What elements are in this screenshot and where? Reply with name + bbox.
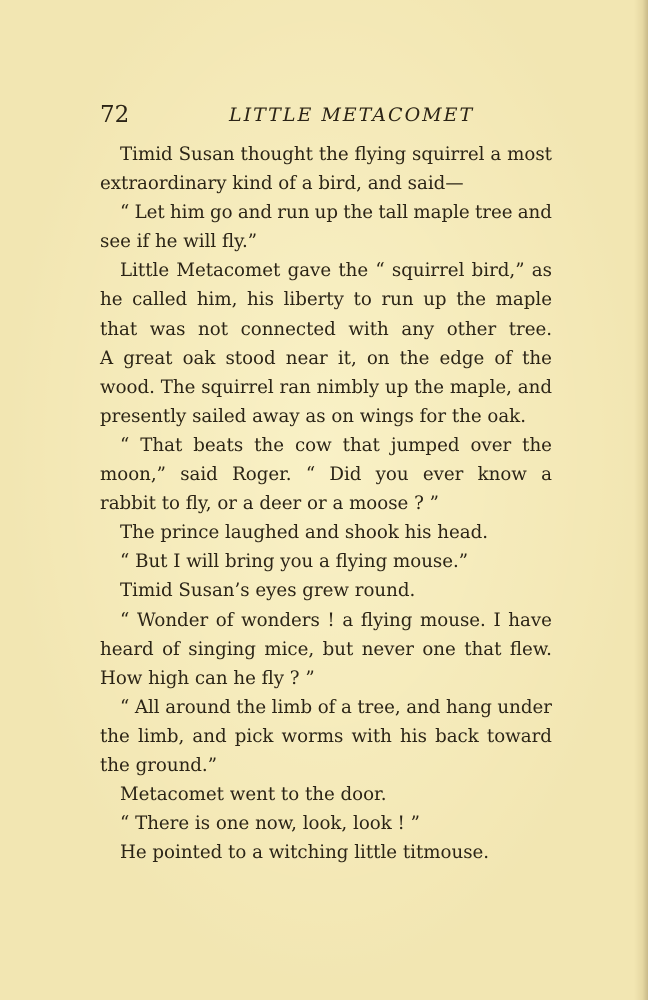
word: ran <box>279 376 311 398</box>
word: the <box>522 434 552 456</box>
running-title: LITTLE METACOMET <box>229 104 475 126</box>
text-line <box>100 373 552 402</box>
word: Little <box>120 260 170 282</box>
word: a <box>490 144 502 165</box>
word: he <box>100 289 123 311</box>
word: called <box>132 289 188 311</box>
word: you <box>375 464 409 486</box>
word: and <box>237 202 273 224</box>
word: a <box>342 609 354 631</box>
word: “ <box>375 260 385 282</box>
page-header <box>100 100 552 134</box>
word: squirrel <box>201 376 274 398</box>
word: to <box>353 289 372 311</box>
word: liberty <box>283 289 344 311</box>
word: singing <box>188 638 256 660</box>
word: of <box>494 347 513 369</box>
word: nimbly <box>316 376 380 398</box>
text-line: the ground.” <box>100 754 218 776</box>
word: on <box>366 347 390 369</box>
word: one <box>422 638 456 660</box>
word: other <box>446 318 497 340</box>
word: of <box>162 638 180 660</box>
word: oak <box>182 347 216 369</box>
word: maple <box>495 289 552 311</box>
word: toward <box>486 725 552 747</box>
text-line: “ There is one now, look, look ! ” <box>120 813 420 835</box>
word: up <box>423 289 447 311</box>
word: mouse. <box>420 609 486 631</box>
word: that <box>100 318 138 340</box>
word: I <box>493 609 501 631</box>
word: but <box>322 638 354 660</box>
word: know <box>477 464 527 486</box>
word: “ <box>120 696 130 718</box>
word: around <box>165 696 231 718</box>
text-line <box>100 344 552 373</box>
word: never <box>361 638 414 660</box>
word: ever <box>422 464 464 486</box>
word: that <box>342 434 380 456</box>
page-number: 72 <box>100 102 130 128</box>
word: a <box>541 464 552 486</box>
word: Did <box>329 464 362 486</box>
text-line: The prince laughed and shook his head. <box>120 522 489 544</box>
word: bird,” <box>471 260 525 282</box>
word: Wonder <box>136 609 209 631</box>
word: not <box>198 318 229 340</box>
word: stood <box>225 347 276 369</box>
word: connected <box>240 318 336 340</box>
word: with <box>351 725 392 747</box>
word: edge <box>439 347 485 369</box>
word: near <box>285 347 328 369</box>
word: up <box>314 202 339 224</box>
word: “ <box>305 464 316 486</box>
word: “ <box>120 202 130 224</box>
word: run <box>381 289 414 311</box>
word: maple <box>413 202 470 224</box>
body-text <box>100 140 552 867</box>
word: it, <box>337 347 357 369</box>
word: that <box>464 638 502 660</box>
word: moon,” <box>100 464 166 486</box>
word: squirrel <box>391 260 465 282</box>
word: under <box>497 696 552 718</box>
text-line: extraordinary kind of a bird, and said— <box>100 173 464 195</box>
word: squirrel <box>412 144 485 165</box>
word: the <box>254 434 284 456</box>
text-line <box>100 722 552 751</box>
word: as <box>531 260 552 282</box>
text-line <box>100 140 552 169</box>
word: “ <box>120 434 130 456</box>
word: wood. <box>100 376 155 398</box>
word: the <box>456 289 486 311</box>
word: jumped <box>390 434 460 456</box>
word: All <box>134 696 160 718</box>
word: the <box>399 347 430 369</box>
word: tree <box>474 202 513 224</box>
word: have <box>508 609 552 631</box>
text-line <box>100 431 552 460</box>
text-line <box>100 285 552 314</box>
word: maple, <box>449 376 512 398</box>
word: mice, <box>264 638 315 660</box>
word: wonders <box>241 609 320 631</box>
word: and <box>517 202 552 224</box>
word: up <box>385 376 409 398</box>
text-line: Metacomet went to the door. <box>120 784 387 806</box>
word: go <box>210 202 233 224</box>
word: Timid <box>120 144 173 165</box>
text-line <box>100 198 552 227</box>
word: Let <box>134 202 165 224</box>
word: the <box>522 347 552 369</box>
word: run <box>277 202 310 224</box>
word: Metacomet <box>176 260 281 282</box>
word: flying <box>354 144 407 165</box>
word: any <box>401 318 435 340</box>
word: cow <box>294 434 332 456</box>
word: his <box>400 725 427 747</box>
word: A <box>100 347 114 369</box>
word: and <box>406 696 441 718</box>
word: tree, <box>357 696 401 718</box>
word: and <box>192 725 227 747</box>
word: over <box>470 434 512 456</box>
word: Susan <box>178 144 235 165</box>
word: limb <box>271 696 313 718</box>
text-line: Timid Susan’s eyes grew round. <box>120 580 416 602</box>
text-line <box>100 256 552 285</box>
word: The <box>160 376 196 398</box>
page-edge-shadow <box>634 0 648 1000</box>
text-line <box>100 460 552 489</box>
word: the <box>318 144 349 165</box>
word: thought <box>240 144 313 165</box>
word: his <box>247 289 274 311</box>
text-line: see if he will fly.” <box>100 231 258 253</box>
text-line: presently sailed away as on wings for the oak. <box>100 405 526 427</box>
text-line <box>100 606 552 635</box>
word: pick <box>234 725 274 747</box>
word: flew. <box>509 638 552 660</box>
word: back <box>435 725 479 747</box>
word: him <box>169 202 205 224</box>
word: said <box>180 464 218 486</box>
word: him, <box>196 289 238 311</box>
word: tree. <box>508 318 552 340</box>
word: the <box>343 202 374 224</box>
word: beats <box>193 434 244 456</box>
word: the <box>338 260 369 282</box>
word: the <box>236 696 267 718</box>
word: the <box>100 725 130 747</box>
word: ! <box>327 609 335 631</box>
word: great <box>123 347 173 369</box>
word: a <box>340 696 352 718</box>
word: “ <box>120 609 130 631</box>
text-line <box>100 315 552 344</box>
word: of <box>215 609 234 631</box>
text-line <box>100 693 552 722</box>
word: most <box>507 144 552 165</box>
text-line: How high can he fly ? ” <box>100 667 315 689</box>
word: limb, <box>137 725 185 747</box>
word: was <box>149 318 186 340</box>
word: worms <box>281 725 344 747</box>
word: and <box>517 376 552 398</box>
word: Roger. <box>232 464 292 486</box>
word: heard <box>100 638 154 660</box>
text-line: He pointed to a witching little titmouse. <box>120 842 490 864</box>
word: That <box>140 434 183 456</box>
text-line <box>100 635 552 664</box>
word: gave <box>287 260 332 282</box>
word: flying <box>360 609 413 631</box>
text-line: rabbit to fly, or a deer or a moose ? ” <box>100 493 439 515</box>
text-line: “ But I will bring you a flying mouse.” <box>120 551 469 573</box>
word: with <box>348 318 389 340</box>
word: of <box>317 696 336 718</box>
word: hang <box>445 696 492 718</box>
word: the <box>414 376 444 398</box>
word: tall <box>378 202 409 224</box>
